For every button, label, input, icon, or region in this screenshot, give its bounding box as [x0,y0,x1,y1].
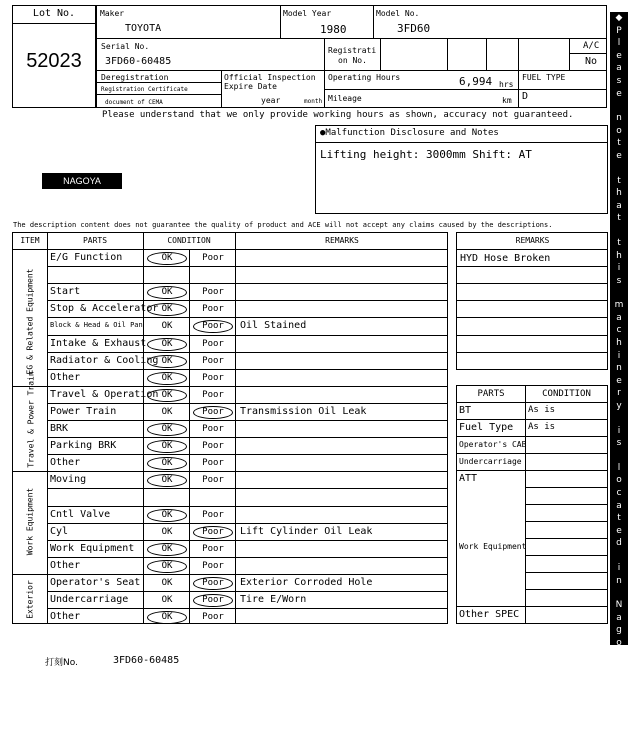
poor-option: Poor [202,475,224,486]
sidebar-char [610,225,628,237]
lot-box [12,5,96,108]
ok-selected-mark: OK [147,252,187,265]
sidebar-char: t [617,213,621,224]
model-no-value: 3FD60 [397,22,431,35]
table-row-part: Start [50,286,81,298]
sidebar-char: e [616,525,622,536]
poor-option: Poor [202,338,224,349]
location-badge: NAGOYA [42,173,122,189]
sidebar-char: c [616,488,622,498]
stamp-value: 3FD60-60485 [113,655,180,666]
sidebar-char: s [616,275,622,286]
side-parts-row-condition: As is [528,405,556,415]
sidebar-char: o [616,475,622,486]
poor-selected-mark: Poor [193,526,233,539]
sidebar-char: n [616,575,622,586]
ok-selected-mark: OK [147,560,187,573]
ac-label: A/C [583,41,600,51]
table-row-part: Block & Head & Oil Pan [50,321,143,330]
model-year-value: 1980 [320,23,347,36]
table-row-part: Work Equipment [50,542,135,554]
table-row-part: Travel & Operation [50,388,159,400]
table-row-part: Moving [50,474,87,486]
poor-option: Poor [202,253,224,263]
sidebar-char [610,100,628,112]
poor-option: Poor [202,355,224,366]
sidebar-char: Y [616,687,622,698]
ok-selected-mark: OK [147,372,187,385]
group-exterior: Exterior [25,580,35,619]
notice-text: Please understand that we only provide working hours as shown, accuracy not guaranteed. [102,110,574,120]
table-row-remark: Lift Cylinder Oil Leak [240,525,373,537]
maker-label: Maker [100,9,125,18]
location-sidebar [610,12,628,749]
sidebar-char [610,587,628,599]
ok-selected-mark: OK [147,543,187,556]
sidebar-char: ◆ [615,13,623,23]
ok-selected-mark: OK [147,286,187,299]
table-row-remark: Tire E/Worn [240,594,307,605]
sidebar-char: a [616,663,622,674]
model-no-label: Model No. [376,9,420,18]
serial-no-value: 3FD60-60485 [105,56,172,67]
sidebar-char: a [616,200,622,211]
poor-option: Poor [202,304,224,315]
mileage-label: Mileage [328,94,362,103]
side-parts-row-part: Fuel Type [459,422,514,433]
document-cema-label: document of CEMA [105,99,163,106]
sidebar-char: l [617,462,621,473]
ac-value: No [585,56,598,67]
poor-option: Poor [202,424,224,434]
registration-label-1: Registrati [328,46,377,55]
year-label: year [261,96,281,105]
table-row-remark: Exterior Corroded Hole [240,576,373,588]
serial-no-label: Serial No. [101,42,150,51]
inspection-label-2: Expire Date [224,82,277,91]
lot-no-label: Lot No. [32,8,76,19]
poor-option: Poor [202,389,224,400]
poor-option: Poor [202,441,224,452]
sidebar-char: m [614,300,624,311]
sidebar-char: y [616,650,622,661]
sidebar-char [610,675,628,687]
sidebar-char: a [616,63,622,74]
side-parts-row-part: Other SPEC [459,609,520,620]
table-row-part: Cntl Valve [50,508,111,520]
sidebar-char: g [616,625,622,636]
table-row-part: Operator's Seat [50,576,141,588]
sidebar-char: s [616,438,622,449]
sidebar-char: t [617,237,621,248]
side-parts-col-condition: CONDITION [542,389,591,399]
group-travel-power [27,370,36,470]
sidebar-char [610,413,628,425]
side-remark-1: HYD Hose Broken [460,253,551,264]
poor-selected-mark: Poor [193,320,233,333]
condition-table [12,232,448,624]
sidebar-char: c [616,325,622,336]
hrs-label: hrs [499,80,514,89]
table-row-part: Power Train [50,405,117,417]
sidebar-char: d [616,538,622,549]
ok-option: OK [161,526,173,537]
sidebar-char: h [616,250,622,261]
ok-selected-mark: OK [147,440,187,453]
col-remarks-header: REMARKS [325,236,359,245]
sidebar-char: h [616,338,622,349]
side-remarks-title: REMARKS [515,236,550,245]
ok-selected-mark: OK [147,389,187,402]
side-parts-row-part: Undercarriage [459,457,522,466]
sidebar-char: d [616,725,622,736]
sidebar-char: t [617,138,621,149]
ok-selected-mark: OK [147,423,187,436]
ok-selected-mark: OK [147,457,187,470]
side-remarks-box [456,232,608,370]
table-row-remark: Transmission Oil Leak [240,405,367,417]
sidebar-char [610,450,628,462]
operating-hours-label: Operating Hours [328,73,401,82]
sidebar-char: i [617,350,621,361]
sidebar-char: a [616,500,622,511]
sidebar-char: ◆ [615,738,623,749]
registration-certificate-label: Registration Certificate [101,86,188,93]
sidebar-char: o [616,125,622,136]
ok-selected-mark: OK [147,611,187,624]
table-row-part: Stop & Accelerator [50,303,159,315]
malfunction-text: Lifting height: 3000mm Shift: AT [320,148,532,161]
sidebar-char: r [617,388,621,399]
table-row-part: E/G Function [50,252,123,263]
sidebar-char: a [616,700,622,711]
sidebar-char [610,287,628,299]
sidebar-char: l [617,38,621,49]
ok-selected-mark: OK [147,355,187,368]
poor-option: Poor [202,543,224,554]
table-row-part: Radiator & Cooling [50,354,159,366]
table-row-part: Other [50,371,81,383]
side-parts-row-condition: As is [528,422,556,432]
table-row-part: Cyl [50,525,69,537]
sidebar-char: e [616,50,622,61]
sidebar-char: e [616,88,622,99]
poor-option: Poor [202,458,224,469]
table-row-part: Parking BRK [50,440,117,452]
km-label: km [502,96,512,105]
poor-option: Poor [202,612,224,623]
table-row-part: Other [50,457,81,469]
group-eg-related: EG & Related Equipment [25,268,35,375]
table-row-part: Other [50,611,81,623]
header-grid [96,5,607,108]
sidebar-char: e [616,375,622,386]
poor-option: Poor [202,560,224,571]
disclaimer-text: The description content does not guarantee the quality of product and ACE will not accept any claims caused by the descriptions. [13,221,553,229]
poor-option: Poor [202,287,224,298]
month-label: month [304,98,323,105]
poor-selected-mark: Poor [193,594,233,607]
poor-selected-mark: Poor [193,577,233,590]
sidebar-char: r [617,712,621,723]
side-parts-row-part: BT [459,405,472,416]
sidebar-char: i [617,263,621,274]
group-work-equipment: Work Equipment [25,487,35,556]
table-row-part: Other [50,559,81,571]
maker-value: TOYOTA [125,23,162,34]
inspection-label-1: Official Inspection [224,73,316,82]
table-row-part: BRK [50,423,69,434]
table-row-remark: Oil Stained [240,320,307,332]
sidebar-char: s [616,75,622,86]
poor-option: Poor [202,372,224,383]
side-parts-col-parts: PARTS [477,389,505,399]
table-row-part: Undercarriage [50,594,129,605]
sidebar-char [610,163,628,175]
sidebar-char: t [617,513,621,524]
ok-selected-mark: OK [147,509,187,522]
fuel-type-label: FUEL TYPE [522,73,566,82]
lot-number: 52023 [26,50,82,72]
side-parts-row-part: Work Equipment [459,542,527,551]
sidebar-char: h [616,188,622,199]
sidebar-char: i [617,562,621,573]
stamp-label: 打刻No. [45,658,78,668]
deregistration-label: Deregistration [101,73,169,82]
poor-option: Poor [202,509,224,520]
sidebar-char: a [616,312,622,323]
model-year-label: Model Year [283,9,332,18]
group-travel-power-label: Travel & Power Train [26,371,36,468]
side-parts-row-part: ATT [459,473,478,484]
sidebar-char: e [616,150,622,161]
sidebar-char: P [616,25,622,36]
col-parts-header: PARTS [82,236,108,245]
sidebar-char: n [616,363,622,374]
operating-hours-value: 6,994 [459,75,493,88]
sidebar-char: N [615,600,623,611]
sidebar-char: i [617,425,621,436]
sidebar-char: a [616,612,622,623]
ok-option: OK [161,321,173,332]
col-item-header: ITEM [20,236,40,245]
side-parts-box [456,385,608,624]
sidebar-char: t [617,175,621,186]
sidebar-char: o [616,637,622,648]
ok-option: OK [161,577,173,588]
ok-option: OK [161,595,173,605]
fuel-type-value: D [522,91,529,102]
poor-selected-mark: Poor [193,406,233,419]
sidebar-char: y [616,401,622,412]
side-parts-row-part: Operator's CAB [459,440,527,449]
table-row-part: Intake & Exhaust [50,337,147,349]
registration-label-2: on No. [338,56,367,65]
ok-selected-mark: OK [147,303,187,316]
ok-selected-mark: OK [147,474,187,487]
ok-option: OK [161,406,173,417]
malfunction-box [315,125,608,214]
ok-selected-mark: OK [147,338,187,351]
malfunction-title: ●Malfunction Disclosure and Notes [320,128,499,138]
sidebar-char: n [616,113,622,124]
sidebar-char [610,550,628,562]
col-condition-header: CONDITION [167,236,211,245]
